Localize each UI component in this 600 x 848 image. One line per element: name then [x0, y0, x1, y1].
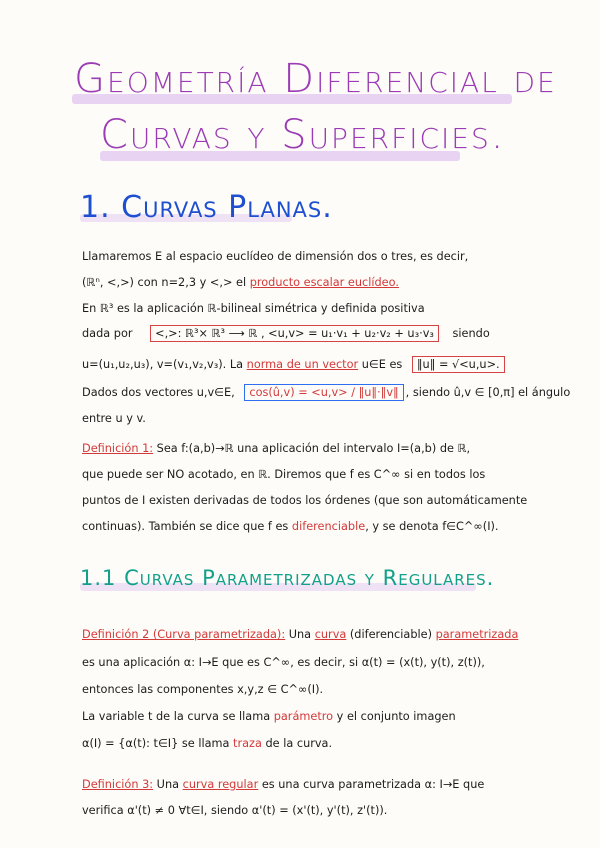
text-span: Una	[153, 778, 183, 791]
text-span: y el conjunto imagen	[333, 710, 456, 723]
definition-3-label: Definición 3:	[82, 778, 154, 791]
text-span: es una curva parametrizada α: I→E que	[258, 778, 485, 791]
term-traza: traza	[233, 737, 262, 750]
definition-2-label: Definición 2 (Curva parametrizada):	[82, 628, 286, 641]
text-span: u∈E es	[358, 358, 403, 371]
text-span: La variable t de la curva se llama	[82, 710, 274, 723]
text-line	[82, 276, 399, 289]
text-span: Sea f:(a,b)→ℝ una aplicación del intervalo I=(a,b) de ℝ,	[153, 442, 471, 455]
text-span: α(I) = {α(t): t∈I} se llama	[82, 737, 234, 750]
text-line	[82, 710, 456, 723]
text-line	[82, 442, 470, 455]
text-line	[82, 778, 484, 791]
formula-box-norma: ‖u‖ = √<u,u>.	[412, 356, 505, 373]
text-line: entonces las componentes x,y,z ∈ C^∞(I).	[82, 683, 324, 696]
text-line: es una aplicación α: I→E que es C^∞, es decir, si α(t) = (x(t), y(t), z(t)),	[82, 656, 485, 669]
text-line	[82, 520, 499, 533]
text-span: , siendo û,v ∈ [0,π] el ángulo	[405, 386, 571, 399]
text-span: Dados dos vectores u,v∈E,	[82, 386, 235, 399]
formula-box-producto: <,>: ℝ³× ℝ³ ⟶ ℝ , <u,v> = u₁·v₁ + u₂·v₂ + u₃·v₃	[150, 325, 439, 342]
text-span: u=(u₁,u₂,u₃), v=(v₁,v₂,v₃). La	[82, 358, 247, 371]
definition-1-label: Definición 1:	[82, 442, 154, 455]
text-line	[82, 358, 505, 371]
formula-box-coseno: cos(û,v) = <u,v> / ‖u‖·‖v‖	[244, 384, 403, 401]
term-parametrizada: parametrizada	[435, 628, 519, 641]
text-span: (ℝⁿ, <,>) con n=2,3 y <,> el	[82, 276, 250, 289]
subsection-heading: 1.1 Curvas Parametrizadas y Regulares.	[80, 566, 495, 590]
term-curva-regular: curva regular	[182, 778, 259, 791]
section-heading: 1. Curvas Planas.	[80, 190, 333, 225]
term-diferenciable: diferenciable	[291, 520, 366, 533]
text-span: dada por	[82, 327, 133, 340]
text-line	[82, 327, 490, 340]
text-span: de la curva.	[261, 737, 333, 750]
term-producto-escalar: producto escalar euclídeo.	[249, 276, 399, 289]
text-span: , y se denota f∈C^∞(I).	[365, 520, 499, 533]
text-line: que puede ser NO acotado, en ℝ. Diremos que f es C^∞ si en todos los	[82, 468, 486, 481]
term-curva: curva	[314, 628, 347, 641]
text-line	[82, 628, 518, 641]
page-title-line2: Curvas y Superficies.	[100, 112, 506, 158]
text-span: continuas). También se dice que f es	[82, 520, 292, 533]
text-span: siendo	[452, 327, 490, 340]
text-span: Una	[285, 628, 315, 641]
term-parametro: parámetro	[273, 710, 334, 723]
text-line	[82, 386, 570, 399]
term-norma: norma de un vector	[246, 358, 359, 371]
text-line	[82, 737, 332, 750]
text-line: En ℝ³ es la aplicación ℝ-bilineal simétrica y definida positiva	[82, 302, 425, 315]
page-title-line1: Geometría Diferencial de	[74, 56, 557, 102]
text-span: (diferenciable)	[346, 628, 436, 641]
text-line: verifica α'(t) ≠ 0 ∀t∈I, siendo α'(t) = (x'(t), y'(t), z'(t)).	[82, 804, 388, 817]
text-line: Llamaremos E al espacio euclídeo de dimensión dos o tres, es decir,	[82, 250, 469, 263]
text-line: entre u y v.	[82, 412, 146, 425]
text-line: puntos de I existen derivadas de todos los órdenes (que son automáticamente	[82, 494, 528, 507]
